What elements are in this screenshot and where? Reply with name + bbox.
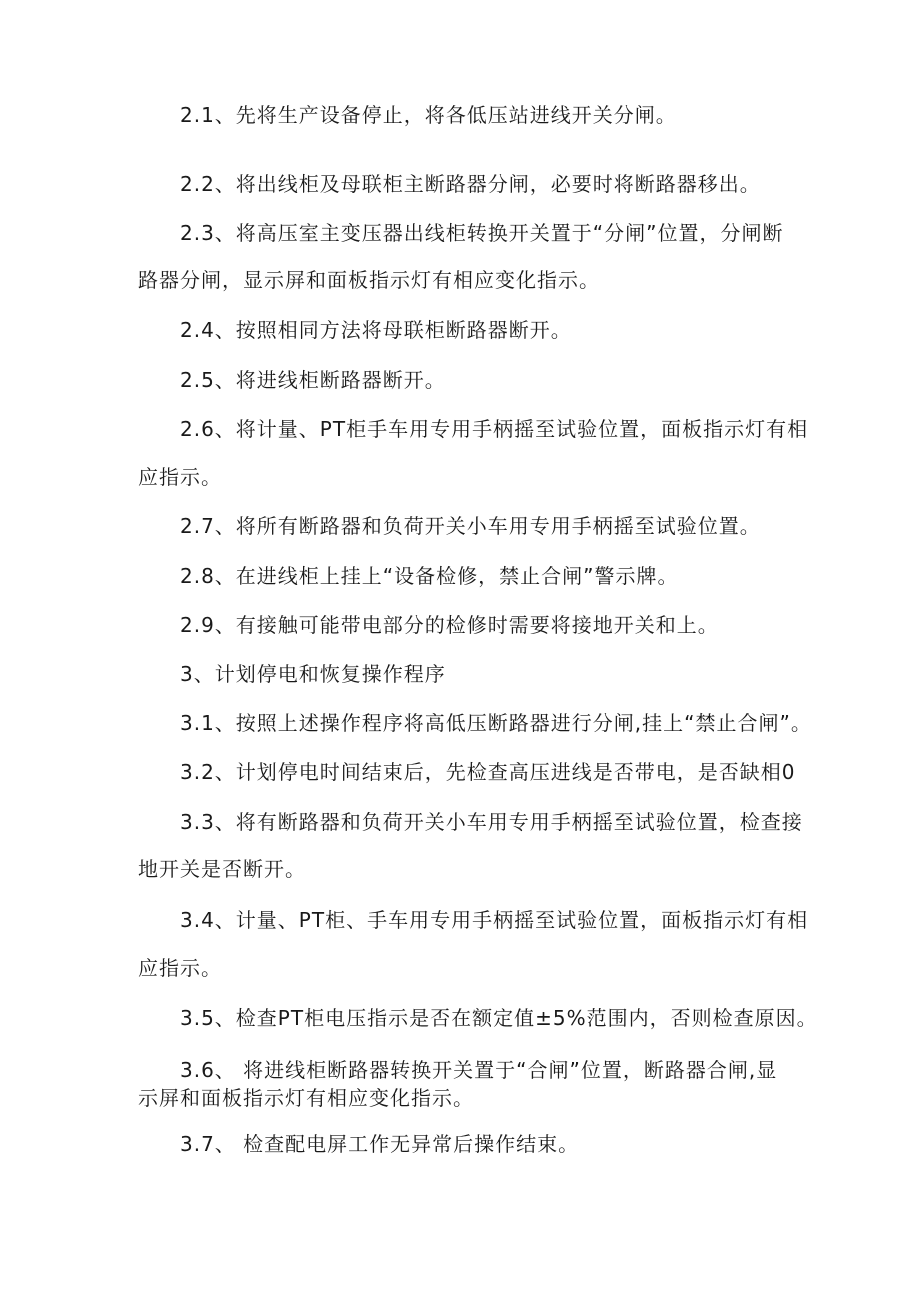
paragraph-2-7: 2.7、将所有断路器和负荷开关小车用专用手柄摇至试验位置。 [180,514,761,538]
paragraph-3-1: 3.1、按照上述操作程序将高低压断路器进行分闸,挂上“禁止合闸”。 [180,711,812,735]
paragraph-2-9: 2.9、有接触可能带电部分的检修时需要将接地开关和上。 [180,613,719,637]
paragraph-3-6-line-1: 3.6、 将进线柜断路器转换开关置于“合闸”位置，断路器合闸,显 [180,1058,778,1082]
paragraph-2-5: 2.5、将进线柜断路器断开。 [180,368,446,392]
paragraph-2-1: 2.1、先将生产设备停止，将各低压站进线开关分闸。 [180,103,677,127]
paragraph-3-7: 3.7、 检查配电屏工作无异常后操作结束。 [180,1132,580,1156]
paragraph-2-8: 2.8、在进线柜上挂上“设备检修，禁止合闸”警示牌。 [180,564,679,588]
paragraph-3-4-line-1: 3.4、计量、PT柜、手车用专用手柄摇至试验位置，面板指示灯有相 [180,908,809,932]
section-3-heading: 3、计划停电和恢复操作程序 [180,662,446,686]
paragraph-3-5: 3.5、检查PT柜电压指示是否在额定值±5%范围内，否则检查原因。 [180,1006,818,1030]
paragraph-3-4-line-2: 应指示。 [138,956,222,980]
paragraph-2-4: 2.4、按照相同方法将母联柜断路器断开。 [180,318,572,342]
paragraph-2-6-line-2: 应指示。 [138,465,222,489]
paragraph-3-3-line-1: 3.3、将有断路器和负荷开关小车用专用手柄摇至试验位置，检查接 [180,810,803,834]
paragraph-3-2: 3.2、计划停电时间结束后，先检查高压进线是否带电，是否缺相0 [180,760,796,784]
paragraph-2-3-line-1: 2.3、将高压室主变压器出线柜转换开关置于“分闸”位置，分闸断 [180,221,784,245]
paragraph-3-6-line-2: 示屏和面板指示灯有相应变化指示。 [138,1086,474,1110]
paragraph-2-2: 2.2、将出线柜及母联柜主断路器分闸，必要时将断路器移出。 [180,172,761,196]
paragraph-2-3-line-2: 路器分闸，显示屏和面板指示灯有相应变化指示。 [138,268,600,292]
paragraph-3-3-line-2: 地开关是否断开。 [138,857,306,881]
paragraph-2-6-line-1: 2.6、将计量、PT柜手车用专用手柄摇至试验位置，面板指示灯有相 [180,417,809,441]
